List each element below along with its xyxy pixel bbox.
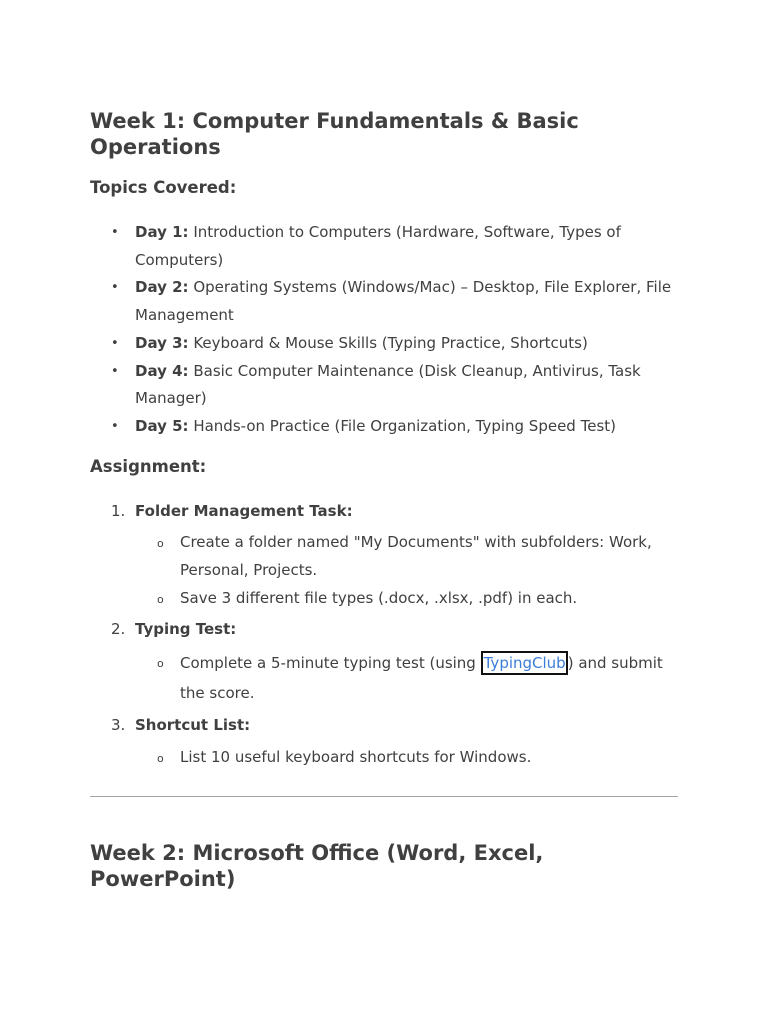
week2-section bbox=[90, 840, 678, 892]
list-item bbox=[135, 274, 678, 329]
task-number: 2. bbox=[111, 620, 126, 639]
assignment-heading: Assignment: bbox=[90, 456, 207, 476]
day-text: Hands-on Practice (File Organization, Typing Speed Test) bbox=[188, 416, 616, 435]
day-label: Day 1: bbox=[135, 223, 189, 241]
list-item bbox=[135, 358, 678, 413]
list-item bbox=[111, 616, 678, 708]
list-item bbox=[135, 219, 678, 274]
topics-heading: Topics Covered: bbox=[90, 178, 237, 197]
section-divider bbox=[90, 796, 678, 797]
list-item bbox=[180, 648, 678, 708]
day-label: Day 3: bbox=[135, 333, 189, 352]
task-sublist bbox=[135, 744, 678, 772]
task-title: Typing Test: bbox=[135, 620, 237, 639]
list-item bbox=[135, 413, 678, 441]
item-text: ) and submit the score. bbox=[180, 654, 663, 703]
week1-title: Week 1: Computer Fundamentals & Basic Operations bbox=[90, 109, 579, 159]
day-label: Day 4: bbox=[135, 361, 189, 380]
week2-title: Week 2: Microsoft Office (Word, Excel, PowerPoint) bbox=[90, 841, 544, 891]
task-title: Shortcut List: bbox=[135, 716, 251, 735]
list-item bbox=[111, 712, 678, 771]
task-number: 3. bbox=[111, 716, 126, 735]
week1-section bbox=[90, 108, 678, 797]
list-item bbox=[111, 498, 678, 613]
day-text: Operating Systems (Windows/Mac) – Desktop, File Explorer, File Management bbox=[135, 278, 672, 325]
day-label: Day 2: bbox=[135, 278, 189, 297]
task-title: Folder Management Task: bbox=[135, 501, 353, 520]
list-item: o Create a folder named "My Documents" with subfolders: Work, Personal, Projects. bbox=[180, 529, 678, 584]
assignment-list bbox=[90, 498, 678, 772]
day-text: Basic Computer Maintenance (Disk Cleanup, Antivirus, Task Manager) bbox=[135, 361, 641, 408]
typingclub-link[interactable]: TypingClub bbox=[481, 651, 568, 675]
item-text: Complete a 5-minute typing test (using bbox=[180, 654, 481, 673]
day-text: Introduction to Computers (Hardware, Software, Types of Computers) bbox=[135, 223, 621, 269]
list-item: o Save 3 different file types (.docx, .xlsx, .pdf) in each. bbox=[180, 585, 678, 613]
task-sublist bbox=[135, 529, 678, 612]
day-label: Day 5: bbox=[135, 416, 189, 435]
list-item: o List 10 useful keyboard shortcuts for Windows. bbox=[180, 744, 678, 772]
task-number: 1. bbox=[111, 501, 126, 520]
day-text: Keyboard & Mouse Skills (Typing Practice, Shortcuts) bbox=[188, 333, 588, 352]
task-sublist bbox=[135, 648, 678, 708]
topics-list bbox=[90, 219, 678, 441]
list-item bbox=[135, 330, 678, 358]
